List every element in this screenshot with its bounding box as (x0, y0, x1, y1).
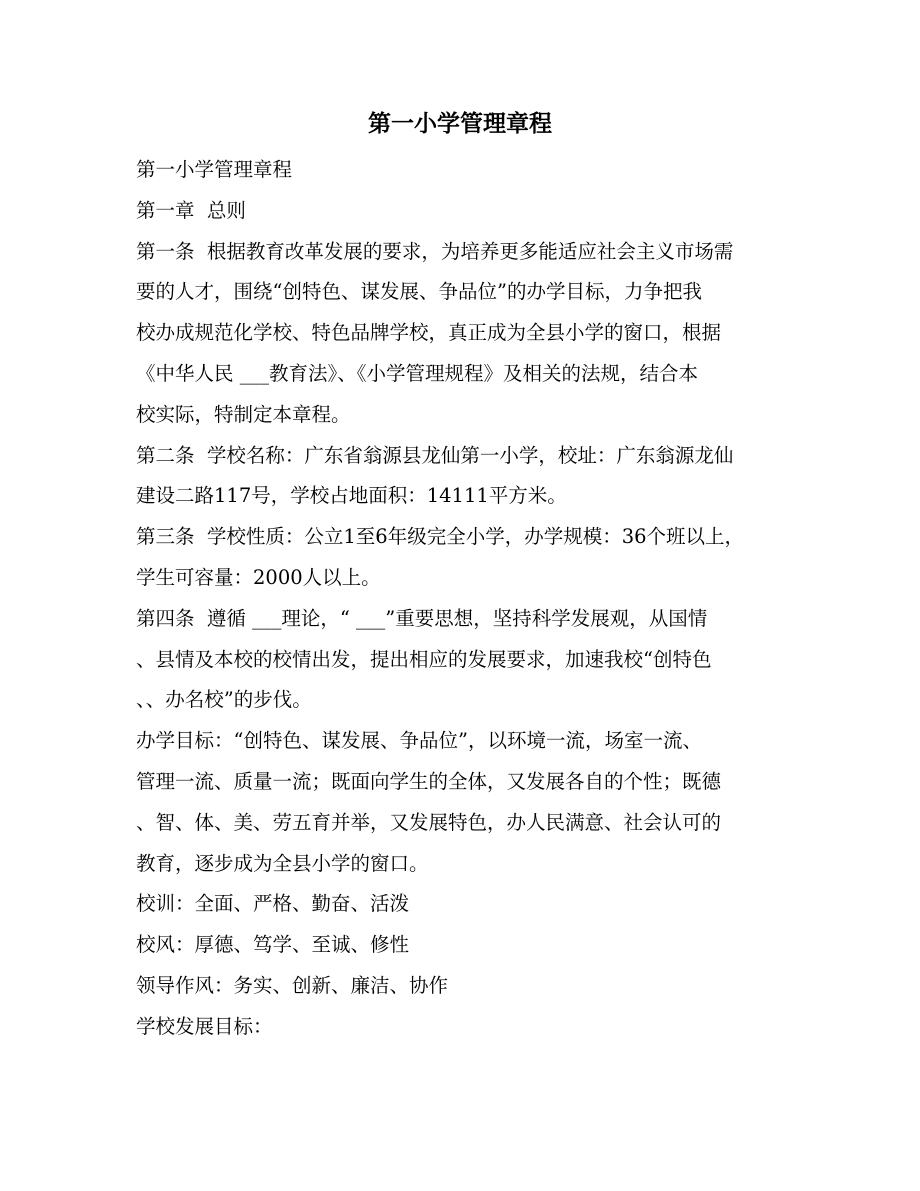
text-line: 领导作风：务实、创新、廉洁、协作 (136, 973, 449, 997)
text-line: 第一小学管理章程 (136, 158, 293, 181)
text-line: 校办成规范化学校、特色品牌学校，真正成为全县小学的窗口，根据 (136, 321, 722, 345)
text-line: 第三条 学校性质：公立1至6年级完全小学，办学规模：36个班以上， (136, 525, 745, 549)
text-line: 《中华人民 ___教育法》、《小学管理规程》及相关的法规，结合本 (136, 361, 698, 385)
text-line: 、智、体、美、劳五育并举，又发展特色，办人民满意、社会认可的 (136, 810, 722, 834)
text-line: 学校发展目标： (136, 1014, 273, 1038)
text-line: 建设二路117号，学校占地面积：14111平方米。 (136, 484, 567, 508)
text-line: 办学目标：“创特色、谋发展、争品位”，以环境一流，场室一流、 (136, 729, 702, 753)
text-line: 管理一流、质量一流；既面向学生的全体，又发展各自的个性；既德 (136, 769, 722, 793)
text-line: 第四条 遵循 ___理论，“ ___”重要思想，坚持科学发展观，从国情 (136, 606, 708, 630)
text-line: 教育，逐步成为全县小学的窗口。 (136, 851, 429, 875)
text-line: 第二条 学校名称：广东省翁源县龙仙第一小学，校址：广东翁源龙仙 (136, 443, 734, 467)
text-line: 学生可容量：2000人以上。 (136, 565, 381, 589)
document-body (136, 150, 788, 1048)
text-line: 第一条 根据教育改革发展的要求，为培养更多能适应社会主义市场需 (136, 239, 734, 263)
text-line: 、县情及本校的校情出发，提出相应的发展要求，加速我校“创特色 (136, 647, 712, 671)
text-line: 、、办名校”的步伐。 (136, 688, 312, 712)
text-line: 校训：全面、严格、勤奋、活泼 (136, 892, 410, 916)
text-line: 校实际，特制定本章程。 (136, 402, 351, 426)
chapter-heading: 第一章 总则 (136, 198, 246, 222)
text-line: 要的人才，围绕“创特色、谋发展、争品位”的办学目标，力争把我 (136, 280, 702, 304)
text-line: 校风：厚德、笃学、至诚、修性 (136, 933, 410, 957)
document-title: 第一小学管理章程 (368, 111, 552, 137)
